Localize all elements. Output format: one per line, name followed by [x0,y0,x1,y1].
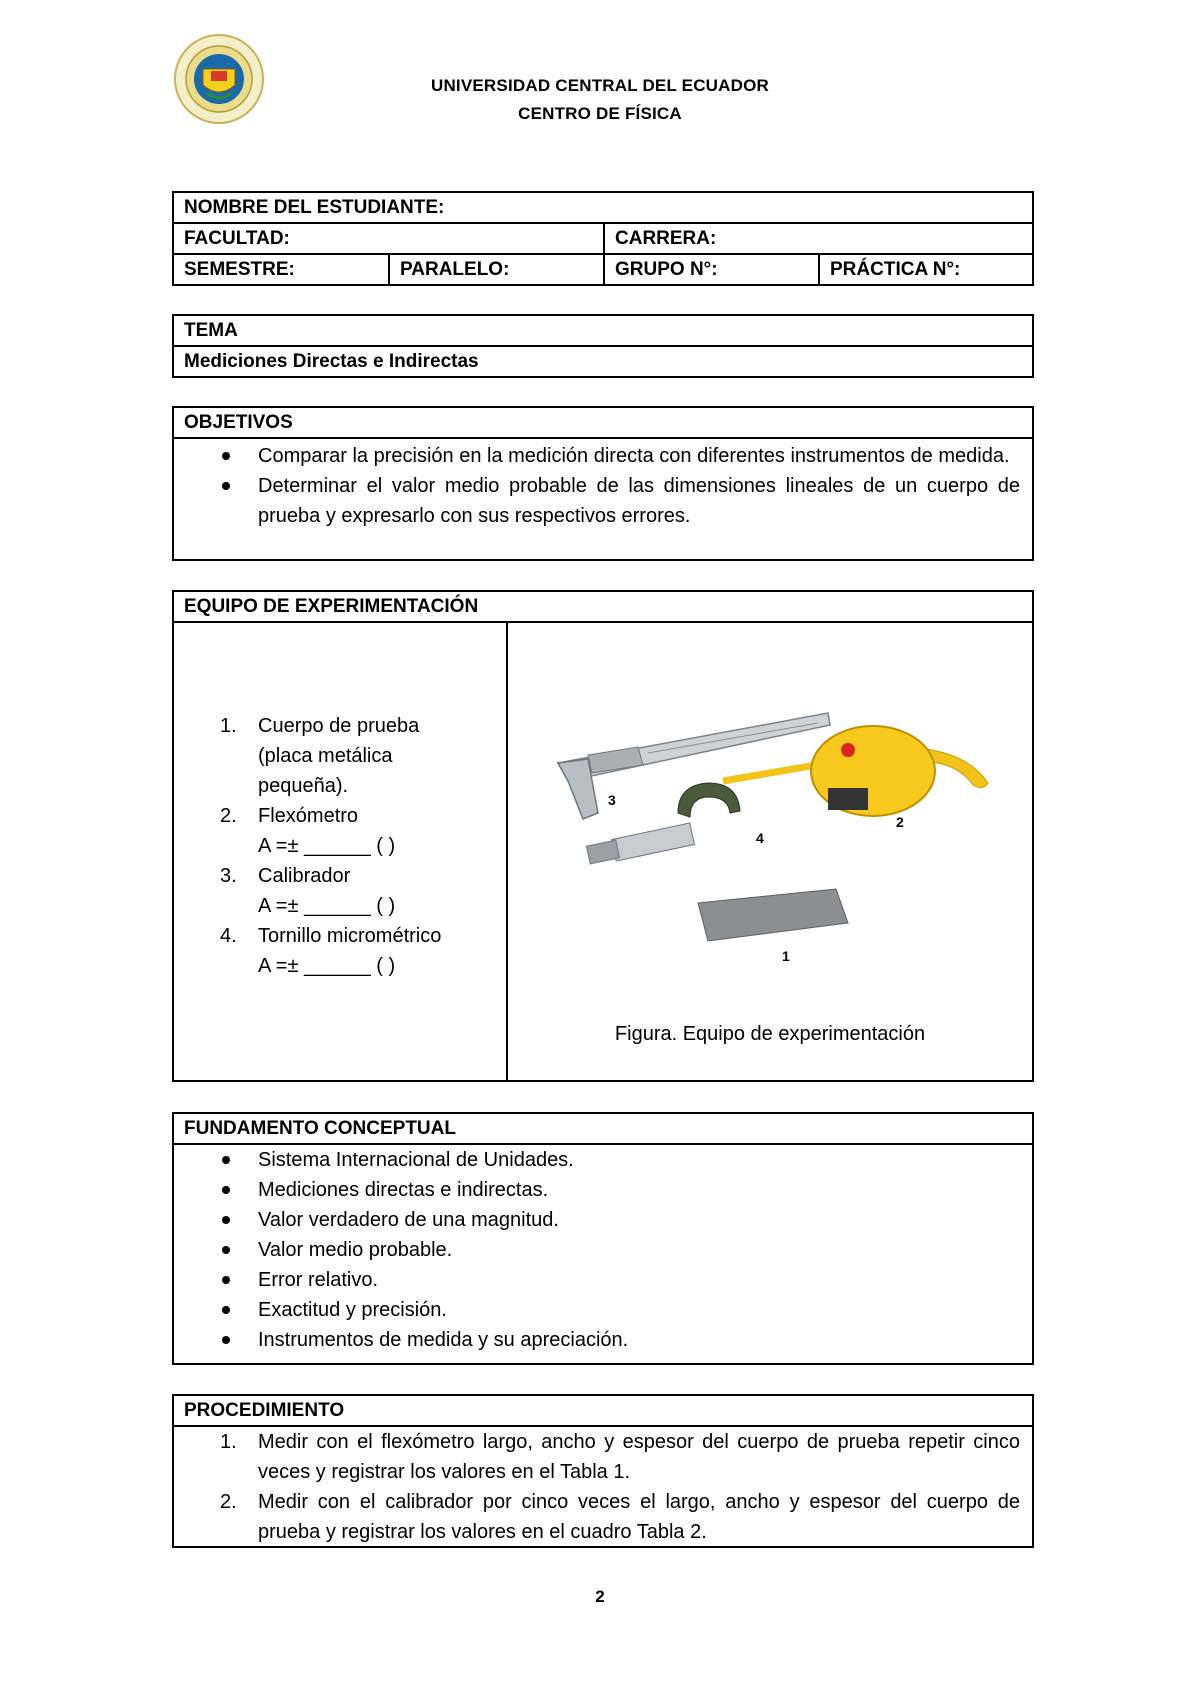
university-name: UNIVERSIDAD CENTRAL DEL ECUADOR [430,76,770,95]
fundamento-item: Valor medio probable. [174,1235,1032,1265]
procedimiento-section [172,1394,1034,1548]
procedimiento-list [174,1427,1032,1547]
fundamento-heading: FUNDAMENTO CONCEPTUAL [174,1114,1032,1145]
student-name-row [174,193,1032,224]
nombre-label: NOMBRE DEL ESTUDIANTE: [184,197,445,218]
equipo-item-2: 2. Flexómetro A =± ______ ( ) [220,805,396,857]
objetivos-heading: OBJETIVOS [174,408,1032,439]
equipo-heading: EQUIPO DE EXPERIMENTACIÓN [174,592,1032,623]
page-number: 2 [595,1587,605,1606]
fundamento-list [174,1145,1032,1355]
objetivo-item: Comparar la precisión en la medición directa con diferentes instrumentos de medida. [174,441,1032,471]
objetivos-section [172,406,1034,561]
practica-label: PRÁCTICA N°: [830,259,961,280]
semestre-label: SEMESTRE: [184,259,295,280]
figure-label-2: 2 [896,814,904,830]
fundamento-section [172,1112,1034,1365]
equipo-item-4: 4. Tornillo micrométrico A =± ______ ( ) [220,925,442,977]
figure-caption: Figura. Equipo de experimentación [614,1023,926,1045]
figure-label-3: 3 [608,792,616,808]
equipo-list [174,711,506,981]
procedimiento-item: 2. Medir con el calibrador por cinco veces el largo, ancho y espesor del cuerpo de prueba y registrar los valores en el cuadro Tabla 2. [220,1491,1020,1543]
fundamento-item: Valor verdadero de una magnitud. [174,1205,1032,1235]
equipo-item-3: 3. Calibrador A =± ______ ( ) [220,865,396,917]
equipo-figure-cell [508,623,1032,1080]
objetivos-list [174,439,1032,531]
fundamento-item: Sistema Internacional de Unidades. [174,1145,1032,1175]
semester-row [174,255,1032,286]
figure-label-1: 1 [782,948,790,964]
faculty-row [174,224,1032,255]
figure-label-4: 4 [756,830,764,846]
tema-heading: TEMA [174,316,1032,347]
equipo-section [172,590,1034,1082]
facultad-label: FACULTAD: [184,228,290,249]
tema-section [172,314,1034,378]
carrera-label: CARRERA: [615,228,717,249]
student-info-table [172,191,1034,286]
fundamento-item: Exactitud y precisión. [174,1295,1032,1325]
equipo-item-1: 1. Cuerpo de prueba (placa metálica pequeña). [220,715,420,797]
objetivo-item: Determinar el valor medio probable de las dimensiones lineales de un cuerpo de prueba y expresarlo con sus respectivos errores. [174,471,1032,531]
fundamento-item: Error relativo. [174,1265,1032,1295]
equipo-list-cell [174,623,506,1080]
fundamento-item: Instrumentos de medida y su apreciación. [174,1325,1032,1355]
equipment-figure-image [528,693,1028,993]
center-name: CENTRO DE FÍSICA [518,104,682,123]
test-plate-icon [698,889,848,941]
fundamento-item: Mediciones directas e indirectas. [174,1175,1032,1205]
tema-value: Mediciones Directas e Indirectas [184,351,479,372]
paralelo-label: PARALELO: [400,259,510,280]
grupo-label: GRUPO N°: [615,259,718,280]
procedimiento-heading: PROCEDIMIENTO [174,1396,1032,1427]
procedimiento-item: 1. Medir con el flexómetro largo, ancho y espesor del cuerpo de prueba repetir cinco veces y registrar los valores en el Tabla 1. [220,1431,1020,1483]
